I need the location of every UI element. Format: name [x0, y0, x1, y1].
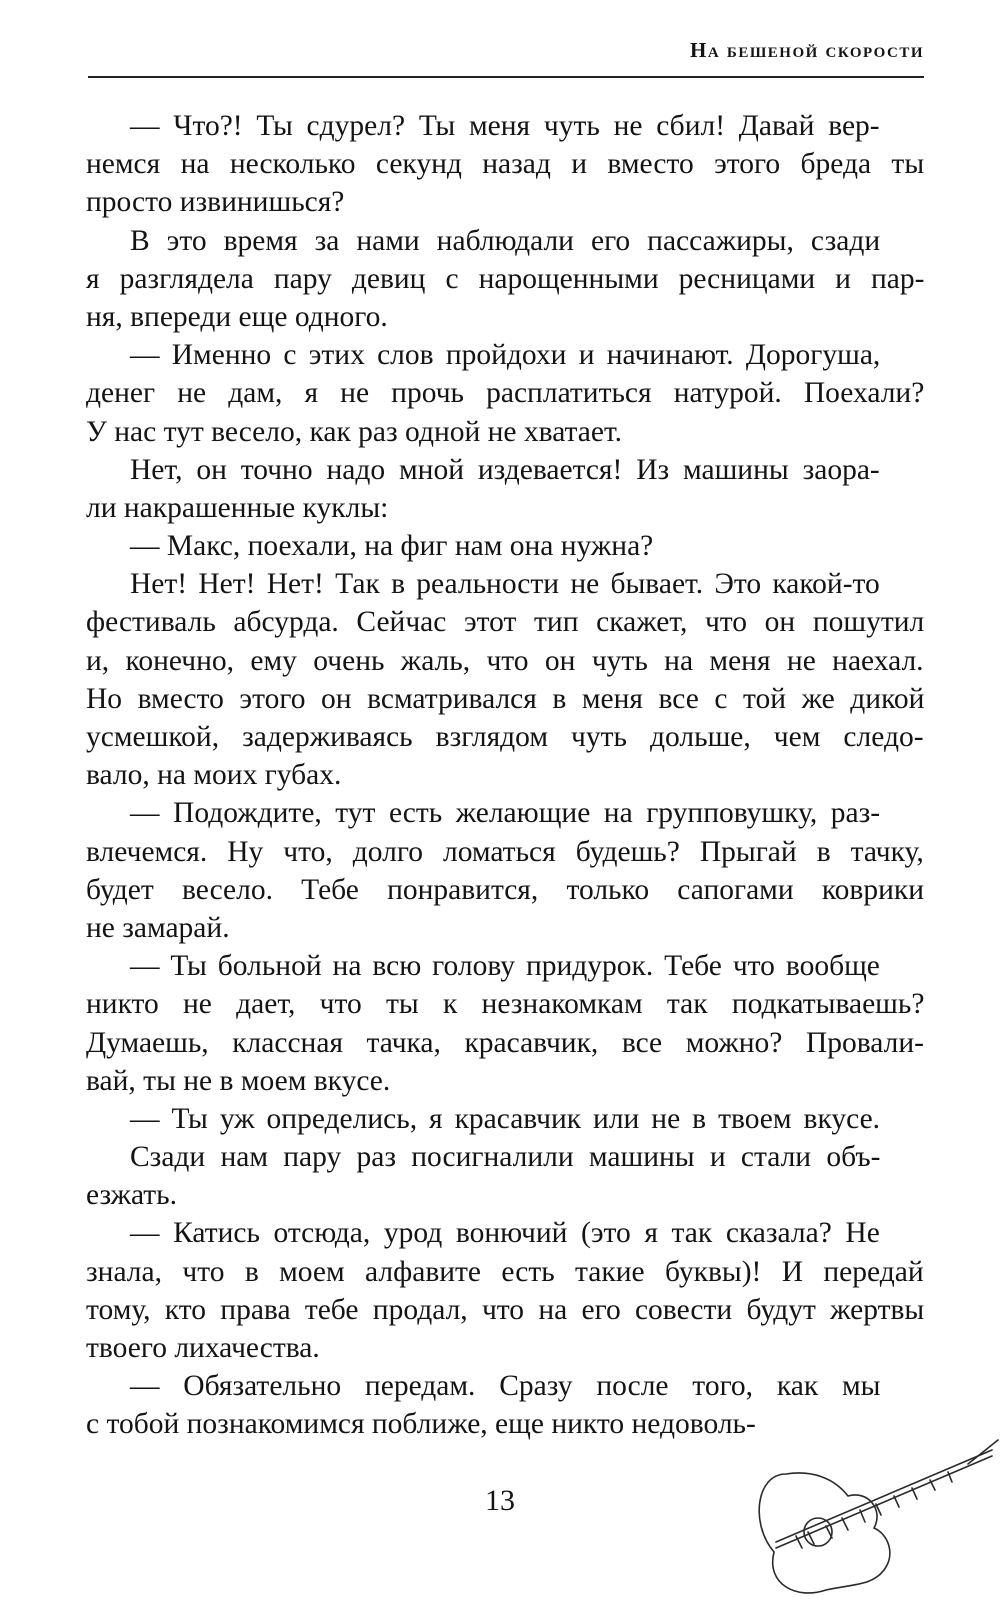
text-line: не замарай.: [86, 911, 230, 944]
text-line: — Именно с этих слов пройдохи и начинают. Дорогуша,: [130, 339, 881, 372]
header-rule: [88, 76, 924, 78]
text-line: и, конечно, ему очень жаль, что он чуть на меня не наехал.: [86, 644, 924, 677]
text-line: Думаешь, классная тачка, красавчик, все можно? Провали-: [86, 1026, 924, 1059]
text-line: фестиваль абсурда. Сейчас этот тип скажет, что он пошутил: [86, 606, 925, 639]
text-line: денег не дам, я не прочь расплатиться натурой. Поехали?: [86, 377, 925, 410]
text-line: — Ты уж определись, я красавчик или не в твоем вкусе.: [130, 1102, 881, 1135]
text-line: тому, кто права тебе продал, что на его совести будут жертвы: [86, 1293, 925, 1326]
guitar-doodle-icon: [756, 1414, 1000, 1604]
text-line: твоего лихачества.: [86, 1332, 320, 1364]
running-head: На бешеной скорости: [689, 38, 924, 62]
text-line: усмешкой, задерживаясь взглядом чуть дольше, чем следо-: [86, 721, 924, 753]
text-line: — Катись отсюда, урод вонючий (это я так сказала? Не: [130, 1217, 880, 1250]
text-line: с тобой познакомимся поближе, еще никто недоволь-: [86, 1408, 756, 1441]
body-text: [86, 107, 924, 1444]
text-line: В это время за нами наблюдали его пассажиры, сзади: [130, 224, 881, 257]
text-line: — Ты больной на всю голову придурок. Тебе что вообще: [130, 950, 880, 983]
text-line: будет весело. Тебе понравится, только сапогами коврики: [86, 873, 925, 906]
text-line: я разглядела пару девиц с нарощенными ресницами и пар-: [86, 262, 925, 295]
text-line: езжать.: [86, 1179, 178, 1212]
page-number: 13: [485, 1484, 515, 1517]
text-line: ня, впереди еще одного.: [86, 300, 388, 333]
text-line: Нет! Нет! Нет! Так в реальности не бывает. Это какой-то: [130, 568, 880, 601]
text-line: влечемся. Ну что, долго ломаться будешь? Прыгай в тачку,: [86, 835, 924, 868]
text-line: Сзади нам пару раз посигналили машины и стали объ-: [130, 1141, 881, 1174]
text-line: немся на несколько секунд назад и вместо этого бреда ты: [86, 148, 925, 181]
text-line: — Подождите, тут есть желающие на групповушку, раз-: [130, 797, 881, 830]
text-line: — Обязательно передам. Сразу после того, как мы: [130, 1370, 881, 1403]
text-line: Но вместо этого он всматривался в меня все с той же дикой: [86, 682, 925, 715]
text-line: — Макс, поехали, на фиг нам она нужна?: [130, 530, 654, 563]
text-line: ли накрашенные куклы:: [86, 491, 389, 524]
text-line: У нас тут весело, как раз одной не хватает.: [86, 415, 623, 448]
text-line: просто извинишься?: [86, 186, 345, 219]
text-line: Нет, он точно надо мной издевается! Из машины заора-: [130, 453, 880, 486]
text-line: вай, ты не в моем вкусе.: [86, 1064, 391, 1097]
text-line: вало, на моих губах.: [86, 759, 342, 792]
text-line: знала, что в моем алфавите есть такие буквы)! И передай: [86, 1255, 924, 1288]
text-line: никто не дает, что ты к незнакомкам так подкатываешь?: [86, 988, 925, 1021]
text-line: — Что?! Ты сдурел? Ты меня чуть не сбил! Давай вер-: [130, 110, 880, 142]
